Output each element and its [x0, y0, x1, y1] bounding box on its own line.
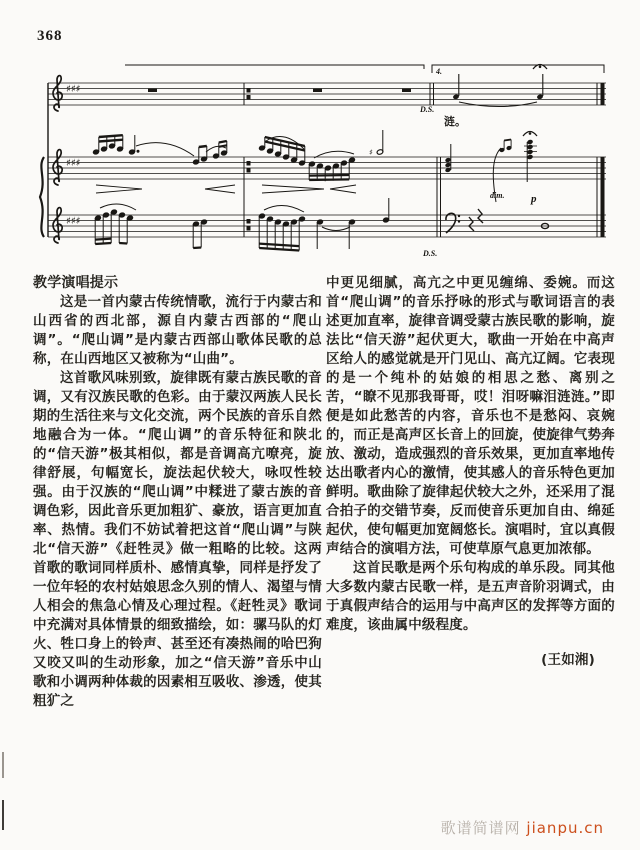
rh-final-chord [524, 139, 537, 182]
final-barline-piano-thick [601, 157, 605, 237]
page-number: 368 [37, 28, 63, 44]
key-signature: ♯♯♯ [66, 84, 81, 95]
scan-artifact [2, 752, 4, 778]
volta-label: 4. [436, 67, 442, 76]
author-signature: (王如湘) [541, 652, 595, 668]
ds-marking-bass: D.S. [423, 249, 438, 258]
tie-curve [459, 102, 537, 107]
paragraph: 这首歌风味别致，旋律既有蒙古族民歌的音调，又有汉族民歌的色彩。由于蒙汉两族人民长期的生活往来与文化交流，两个民族的音乐自然地融合为一体。“爬山调”的音乐特征和陕北的“信天游”极其相似，都是音调高亢嘹亮，旋律舒展，句幅宽长，旋法起伏较大，咏叹性较强。由于汉族的“爬山调”中糅进了蒙古族的音调色彩，因此音乐更加粗犷、豪放，语言更加直率、热情。我们不妨试着把这首“爬山调”与陕北“信天游”《赶牲灵》做一粗略的比较。这两首歌的歌词同样质朴、感情真挚，同样是抒发了一位年轻的农村姑娘思念久别的情人、渴望与情人相会的焦急心情及心理过程。《赶牲灵》歌词中充满对具体情景的细致描绘，如：骡马队的灯火、牲口身上的铃声、甚至还有凑热闹的哈巴狗又咬又叫的生动形象，加之“信天游”音乐中山歌和小调两种体裁的因素相互吸收、渗透，使其粗犷之 [33, 370, 322, 709]
vocal-final-notes [452, 74, 543, 100]
key-signature: ♯♯♯ [66, 158, 81, 169]
double-barline [437, 157, 441, 237]
lh-notes [95, 198, 390, 251]
quarter-rest-icon [469, 209, 483, 231]
dim-marking: dim. [490, 191, 505, 200]
key-signature: ♯♯♯ [66, 216, 81, 227]
meter-change-mark [247, 161, 251, 231]
staff-lines [48, 83, 606, 237]
paragraph: 这是一首内蒙古传统情歌，流行于内蒙古和山西省的西北部，源自内蒙古西部的“爬山调”。“爬山调”是内蒙古西部山歌体民歌的总称，在山西地区又被称为“山曲”。 [33, 294, 322, 367]
treble-clef-icon [53, 208, 62, 243]
svg-text:♯: ♯ [369, 148, 373, 157]
paragraph-continuation: 中更见细腻，高亢之中更见缠绵、委婉。而这首“爬山调”的音乐抒咏的形式与歌词语言的表述更加直率，旋律音调受蒙古族民歌的影响，旋法比“信天游”起伏更大，歌曲一开始在中高声区给人的感觉就是开门见山、高亢辽阔。它表现的是一个纯朴的姑娘的相思之愁、离别之苦，“瞭不见那我哥哥，哎！泪呀嘛泪涟涟。”即便是如此愁苦的内容，音乐也不是愁闷、哀婉的，而正是高声区长音上的回旋，使旋律气势奔放、激动，造成强烈的音乐效果，更加直率地传达出歌者内心的激情，使其感人的音乐特色更加鲜明。歌曲除了旋律起伏较大之外，还采用了混合拍子的交错节奏，反而使音乐更加自由、绵延起伏，使句幅更加宽阔悠长。演唱时，宜以真假声结合的演唱方法，可使草原气息更加浓郁。 [326, 275, 615, 557]
treble-clef-icon [53, 150, 62, 185]
paragraph: 这首民歌是两个乐句构成的单乐段。同其他大多数内蒙古民歌一样，是五声音阶羽调式，由于真假声结合的运用与中高声区的发挥等方面的难度，该曲属中级程度。 [326, 560, 615, 633]
final-barline-vocal-thick [601, 83, 605, 105]
article-right-column [326, 274, 615, 670]
sheet-music [0, 52, 640, 270]
brace-icon [40, 157, 44, 237]
article-heading: 教学演唱提示 [33, 275, 119, 291]
lyric-text: 涟。 [444, 115, 466, 128]
bass-clef-icon [446, 213, 460, 233]
watermark-site-url: jianpu.cn [526, 819, 604, 837]
hairpin-dynamics [96, 185, 356, 193]
piano-dynamic-p: p [531, 193, 537, 205]
article-left-column [33, 274, 322, 711]
fermata-icon [523, 132, 537, 137]
ds-marking-vocal: D.S. [420, 105, 435, 114]
rh-chord [445, 144, 452, 173]
whole-rest-icon [148, 89, 411, 93]
rh-notes [93, 135, 228, 165]
watermark-site-name: 歌谱简谱网 [440, 819, 521, 837]
volta-bracket [432, 65, 604, 73]
volta-bracket [125, 65, 424, 69]
treble-clef-icon [53, 76, 62, 111]
scan-artifact [2, 800, 4, 830]
watermark [441, 817, 604, 838]
